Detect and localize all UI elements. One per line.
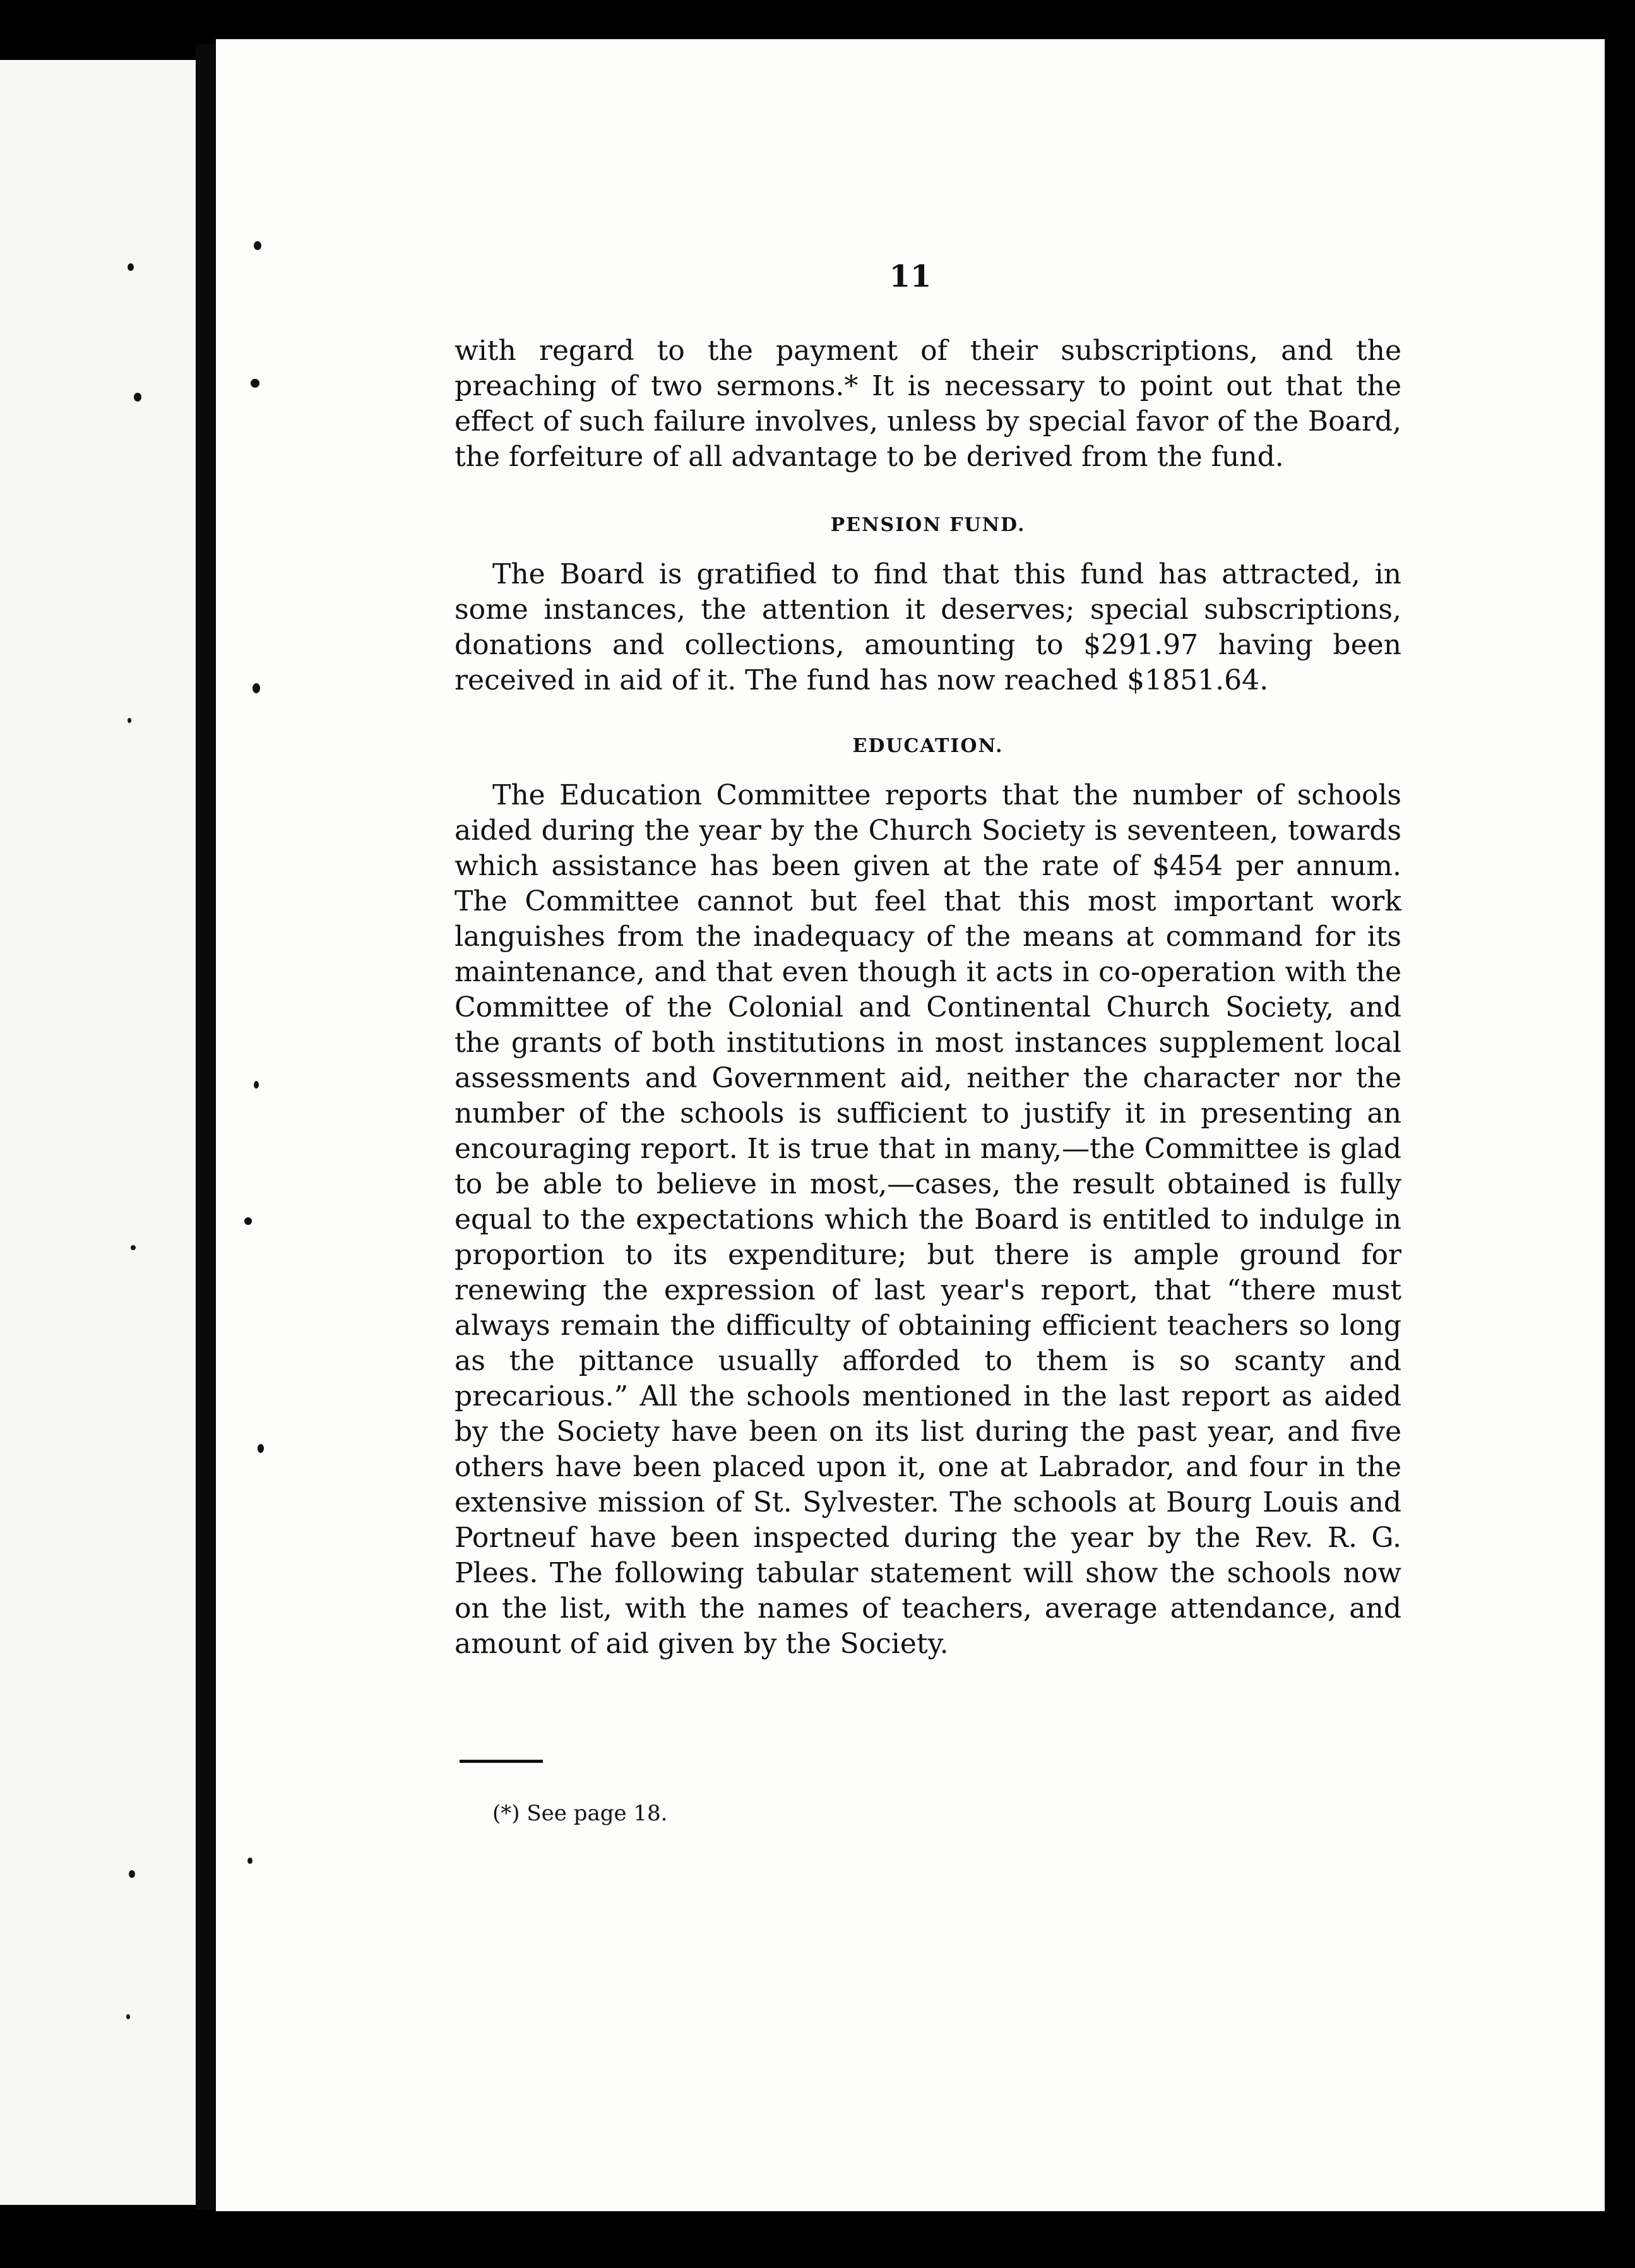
pension-fund-heading: PENSION FUND. — [830, 514, 1026, 536]
pension-fund-paragraph: The Board is gratified to find that this fund has attracted, in some instances, the attention it deserves; special subscriptions, donations and collections, amounting to $291.97 having been received in aid of it. The fund has now reached $1851.64. — [455, 558, 1401, 696]
scan-speck — [251, 379, 259, 388]
scan-speck — [244, 1217, 252, 1225]
scan-speck — [247, 1858, 253, 1864]
scan-speck — [134, 393, 141, 402]
scan-speck — [126, 2014, 130, 2019]
page-number: 11 — [889, 259, 932, 294]
scan-speck — [129, 1870, 135, 1878]
scan-speck — [258, 1444, 264, 1453]
scan-speck — [253, 683, 260, 693]
scan-speck — [128, 263, 134, 271]
page-body — [455, 333, 1401, 1662]
left-page-edge — [0, 60, 196, 2205]
intro-paragraph: with regard to the payment of their subscriptions, and the preaching of two sermons.* It is necessary to point out that the effect of such failure involves, unless by special favor of the Board, the forfeiture of all advantage to be derived from the fund. — [455, 335, 1401, 473]
education-heading: EDUCATION. — [852, 735, 1004, 757]
education-paragraph: The Education Committee reports that the number of schools aided during the year by the Church Society is seventeen, towards which assistance has been given at the rate of $454 per annum. The Committee cannot but feel that this most important work languishes from the inadequacy of the means at command for its maintenance, and that even though it acts in co-operation with the Committee of the Colonial and Continental Church Society, and the grants of both institutions in most instances supplement local assessments and Government aid, neither the character nor the number of the schools is sufficient to justify it in presenting an encouraging report. It is true that in many,—the Committee is glad to be able to believe in most,—cases, the result obtained is fully equal to the expectations which the Board is entitled to indulge in proportion to its expenditure; but there is ample ground for renewing the expression of last year's report, that “there must always remain the difficulty of obtaining efficient teachers so long as the pittance usually afforded to them is so scanty and precarious.” All the schools mentioned in the last report as aided by the Society have been on its list during the past year, and five others have been placed upon it, one at Labrador, and four in the extensive mission of St. Sylvester. The schools at Bourg Louis and Portneuf have been inspected during the year by the Rev. R. G. Plees. The following tabular statement will show the schools now on the list, with the names of teachers, average attendance, and amount of aid given by the Society. — [455, 779, 1401, 1660]
binding-gutter — [196, 44, 216, 2210]
scan-speck — [128, 718, 131, 723]
scan-speck — [254, 1081, 259, 1089]
scan-speck — [131, 1245, 136, 1250]
footnote: (*) See page 18. — [492, 1801, 668, 1826]
scan-speck — [254, 241, 261, 250]
footnote-rule — [460, 1760, 543, 1763]
